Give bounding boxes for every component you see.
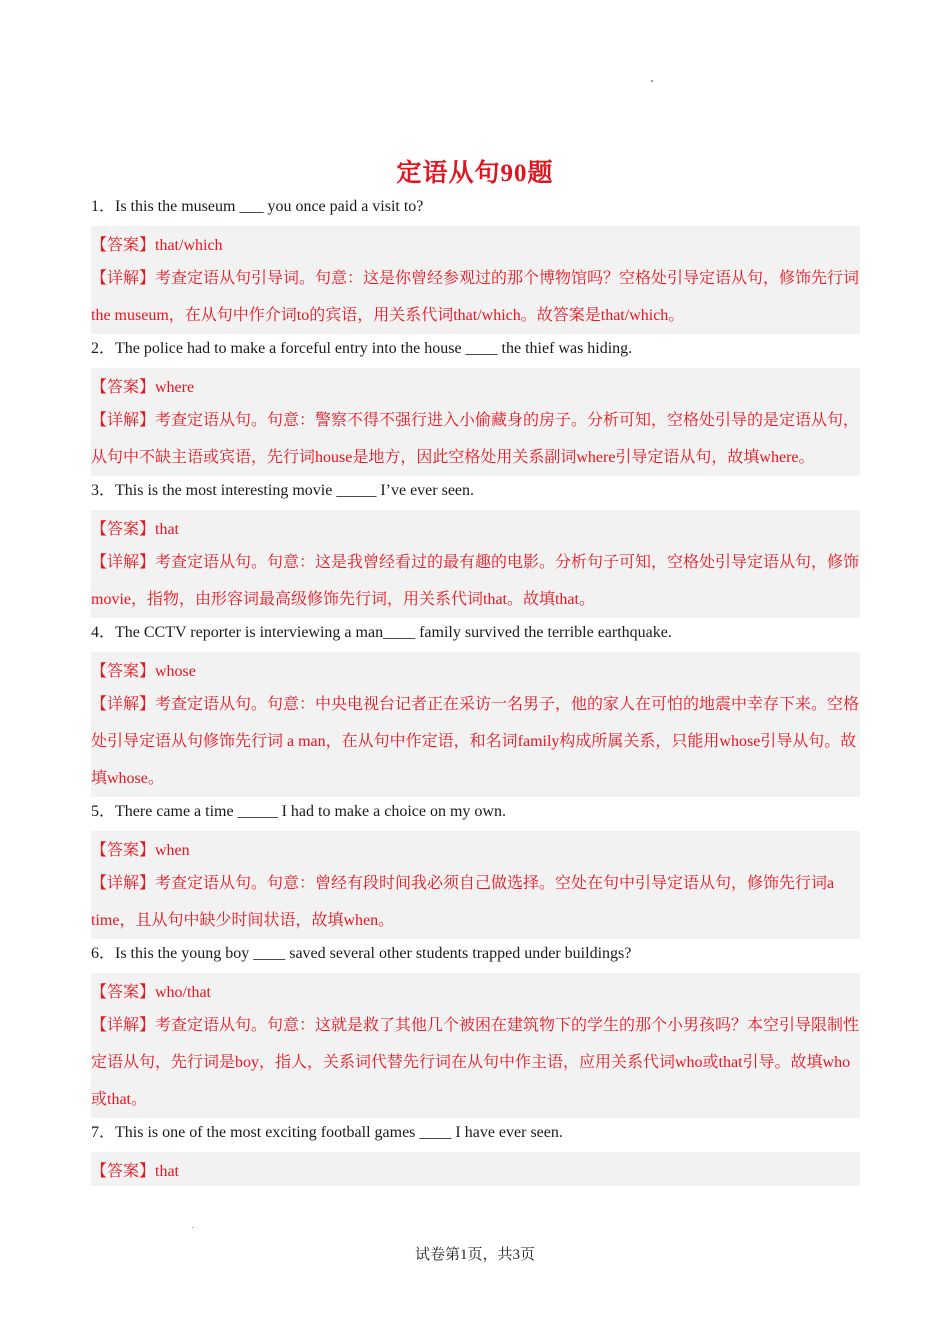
scan-dot — [651, 80, 653, 82]
explanation-text: 【详解】考查定语从句。句意：警察不得不强行进入小偷藏身的房子。分析可知，空格处引导的是定语从句，从句中不缺主语或宾语，先行词house是地方，因此空格处用关系副词where引导定语从句，故填where。 — [91, 412, 860, 466]
question-item — [91, 476, 860, 618]
question-text: 3．This is the most interesting movie _____ I’ve ever seen. — [91, 482, 475, 499]
question-text: 5．There came a time _____ I had to make a choice on my own. — [91, 803, 506, 820]
explanation-text: 【详解】考查定语从句。句意：中央电视台记者正在采访一名男子，他的家人在可怕的地震中幸存下来。空格处引导定语从句修饰先行词 a man，在从句中作定语，和名词family构成所属关系，只能用whose引导从句。故填whose。 — [91, 696, 860, 787]
question-text: 4．The CCTV reporter is interviewing a man____ family survived the terrible earthquake. — [91, 624, 672, 641]
question-item — [91, 618, 860, 797]
answer-block — [91, 1152, 860, 1186]
answer-text: 【答案】that — [91, 521, 179, 538]
page-title: 定语从句90题 — [396, 160, 554, 187]
scan-dot — [192, 1227, 193, 1228]
page-footer: 试卷第1页，共3页 — [414, 1247, 535, 1263]
question-text: 7．This is one of the most exciting football games ____ I have ever seen. — [91, 1124, 563, 1141]
answer-text: 【答案】who/that — [91, 984, 211, 1001]
question-item — [91, 797, 860, 939]
answer-text: 【答案】that — [91, 1163, 179, 1180]
question-item — [91, 939, 860, 1118]
explanation-text: 【详解】考查定语从句。句意：这就是救了其他几个被困在建筑物下的学生的那个小男孩吗？本空引导限制性定语从句，先行词是boy，指人，关系词代替先行词在从句中作主语，应用关系代词who或that引导。故填who或that。 — [91, 1017, 860, 1108]
answer-block — [91, 831, 860, 939]
answer-text: 【答案】that/which — [91, 237, 223, 254]
question-list — [91, 192, 860, 1186]
question-item — [91, 192, 860, 334]
answer-block — [91, 652, 860, 797]
explanation-text: 【详解】考查定语从句。句意：曾经有段时间我必须自己做选择。空处在句中引导定语从句，修饰先行词a time，且从句中缺少时间状语，故填when。 — [91, 875, 835, 929]
answer-block — [91, 368, 860, 476]
answer-block — [91, 226, 860, 334]
answer-block — [91, 510, 860, 618]
explanation-text: 【详解】考查定语从句引导词。句意：这是你曾经参观过的那个博物馆吗？空格处引导定语从句，修饰先行词the museum，在从句中作介词to的宾语，用关系代词that/which。故答案是that/which。 — [91, 270, 860, 324]
answer-text: 【答案】where — [91, 379, 195, 396]
question-item — [91, 334, 860, 476]
question-item — [91, 1118, 860, 1186]
question-text: 2．The police had to make a forceful entry into the house ____ the thief was hiding. — [91, 340, 633, 357]
answer-block — [91, 973, 860, 1118]
explanation-text: 【详解】考查定语从句。句意：这是我曾经看过的最有趣的电影。分析句子可知，空格处引导定语从句，修饰movie，指物，由形容词最高级修饰先行词，用关系代词that。故填that。 — [91, 554, 860, 608]
question-text: 1．Is this the museum ___ you once paid a visit to? — [91, 198, 424, 215]
answer-text: 【答案】when — [91, 842, 190, 859]
answer-text: 【答案】whose — [91, 663, 196, 680]
question-text: 6．Is this the young boy ____ saved several other students trapped under buildings? — [91, 945, 632, 962]
